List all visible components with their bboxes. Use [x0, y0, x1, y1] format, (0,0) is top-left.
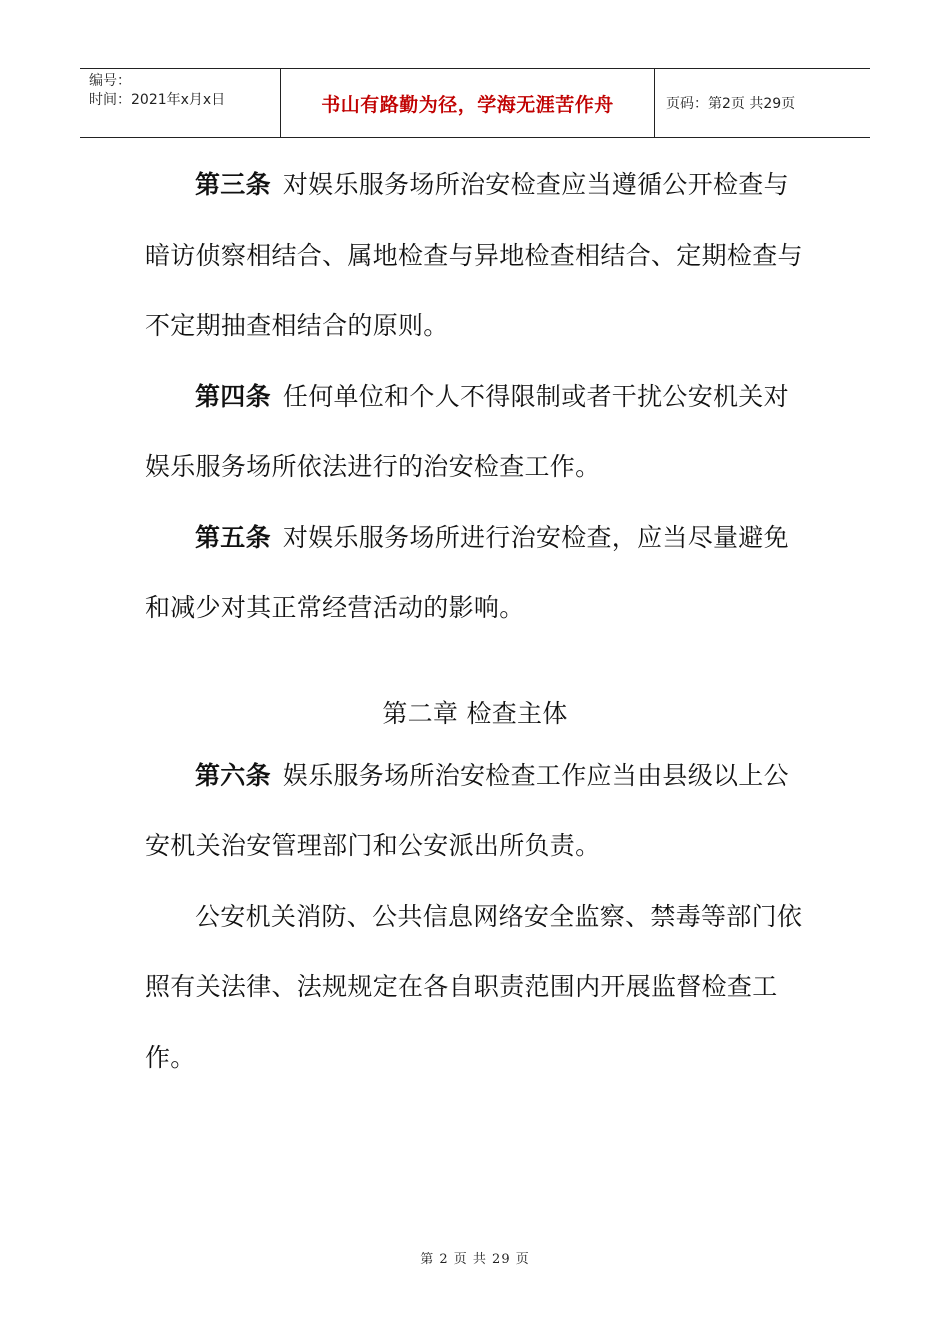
- page-header: [80, 68, 870, 138]
- document-body: [145, 150, 805, 1093]
- document-time-label: 时间：2021年x月x日: [89, 92, 226, 108]
- chapter-heading: 第二章 检查主体: [382, 698, 568, 728]
- article-5: [145, 503, 805, 644]
- article-4-text: 任何单位和个人不得限制或者干扰公安机关对娱乐服务场所依法进行的治安检查工作。: [145, 381, 789, 481]
- article-3-heading: 第三条: [195, 170, 271, 199]
- article-4-heading: 第四条: [195, 381, 271, 411]
- article-6-text: 娱乐服务场所治安检查工作应当由县级以上公安机关治安管理部门和公安派出所负责。: [145, 760, 789, 860]
- header-meta: [80, 69, 281, 137]
- page-footer: 第 2 页 共 29 页: [420, 1252, 530, 1267]
- article-6-paragraph-2: 公安机关消防、公共信息网络安全监察、禁毒等部门依照有关法律、法规规定在各自职责范围内开展监督检查工作。: [145, 901, 803, 1072]
- article-3: [145, 150, 805, 362]
- article-6-heading: 第六条: [195, 760, 271, 790]
- document-number-label: 编号：: [89, 73, 131, 89]
- header-page-number: 页码：第2页 共29页: [666, 96, 796, 112]
- article-4: [145, 362, 805, 503]
- article-3-text: 对娱乐服务场所治安检查应当遵循公开检查与暗访侦察相结合、属地检查与异地检查相结合、定期检查与不定期抽查相结合的原则。: [145, 170, 803, 340]
- header-motto: 书山有路勤为径，学海无涯苦作舟: [281, 69, 655, 137]
- article-6: [145, 741, 805, 882]
- article-5-heading: 第五条: [195, 522, 271, 552]
- article-5-text: 对娱乐服务场所进行治安检查，应当尽量避免和减少对其正常经营活动的影响。: [145, 522, 789, 622]
